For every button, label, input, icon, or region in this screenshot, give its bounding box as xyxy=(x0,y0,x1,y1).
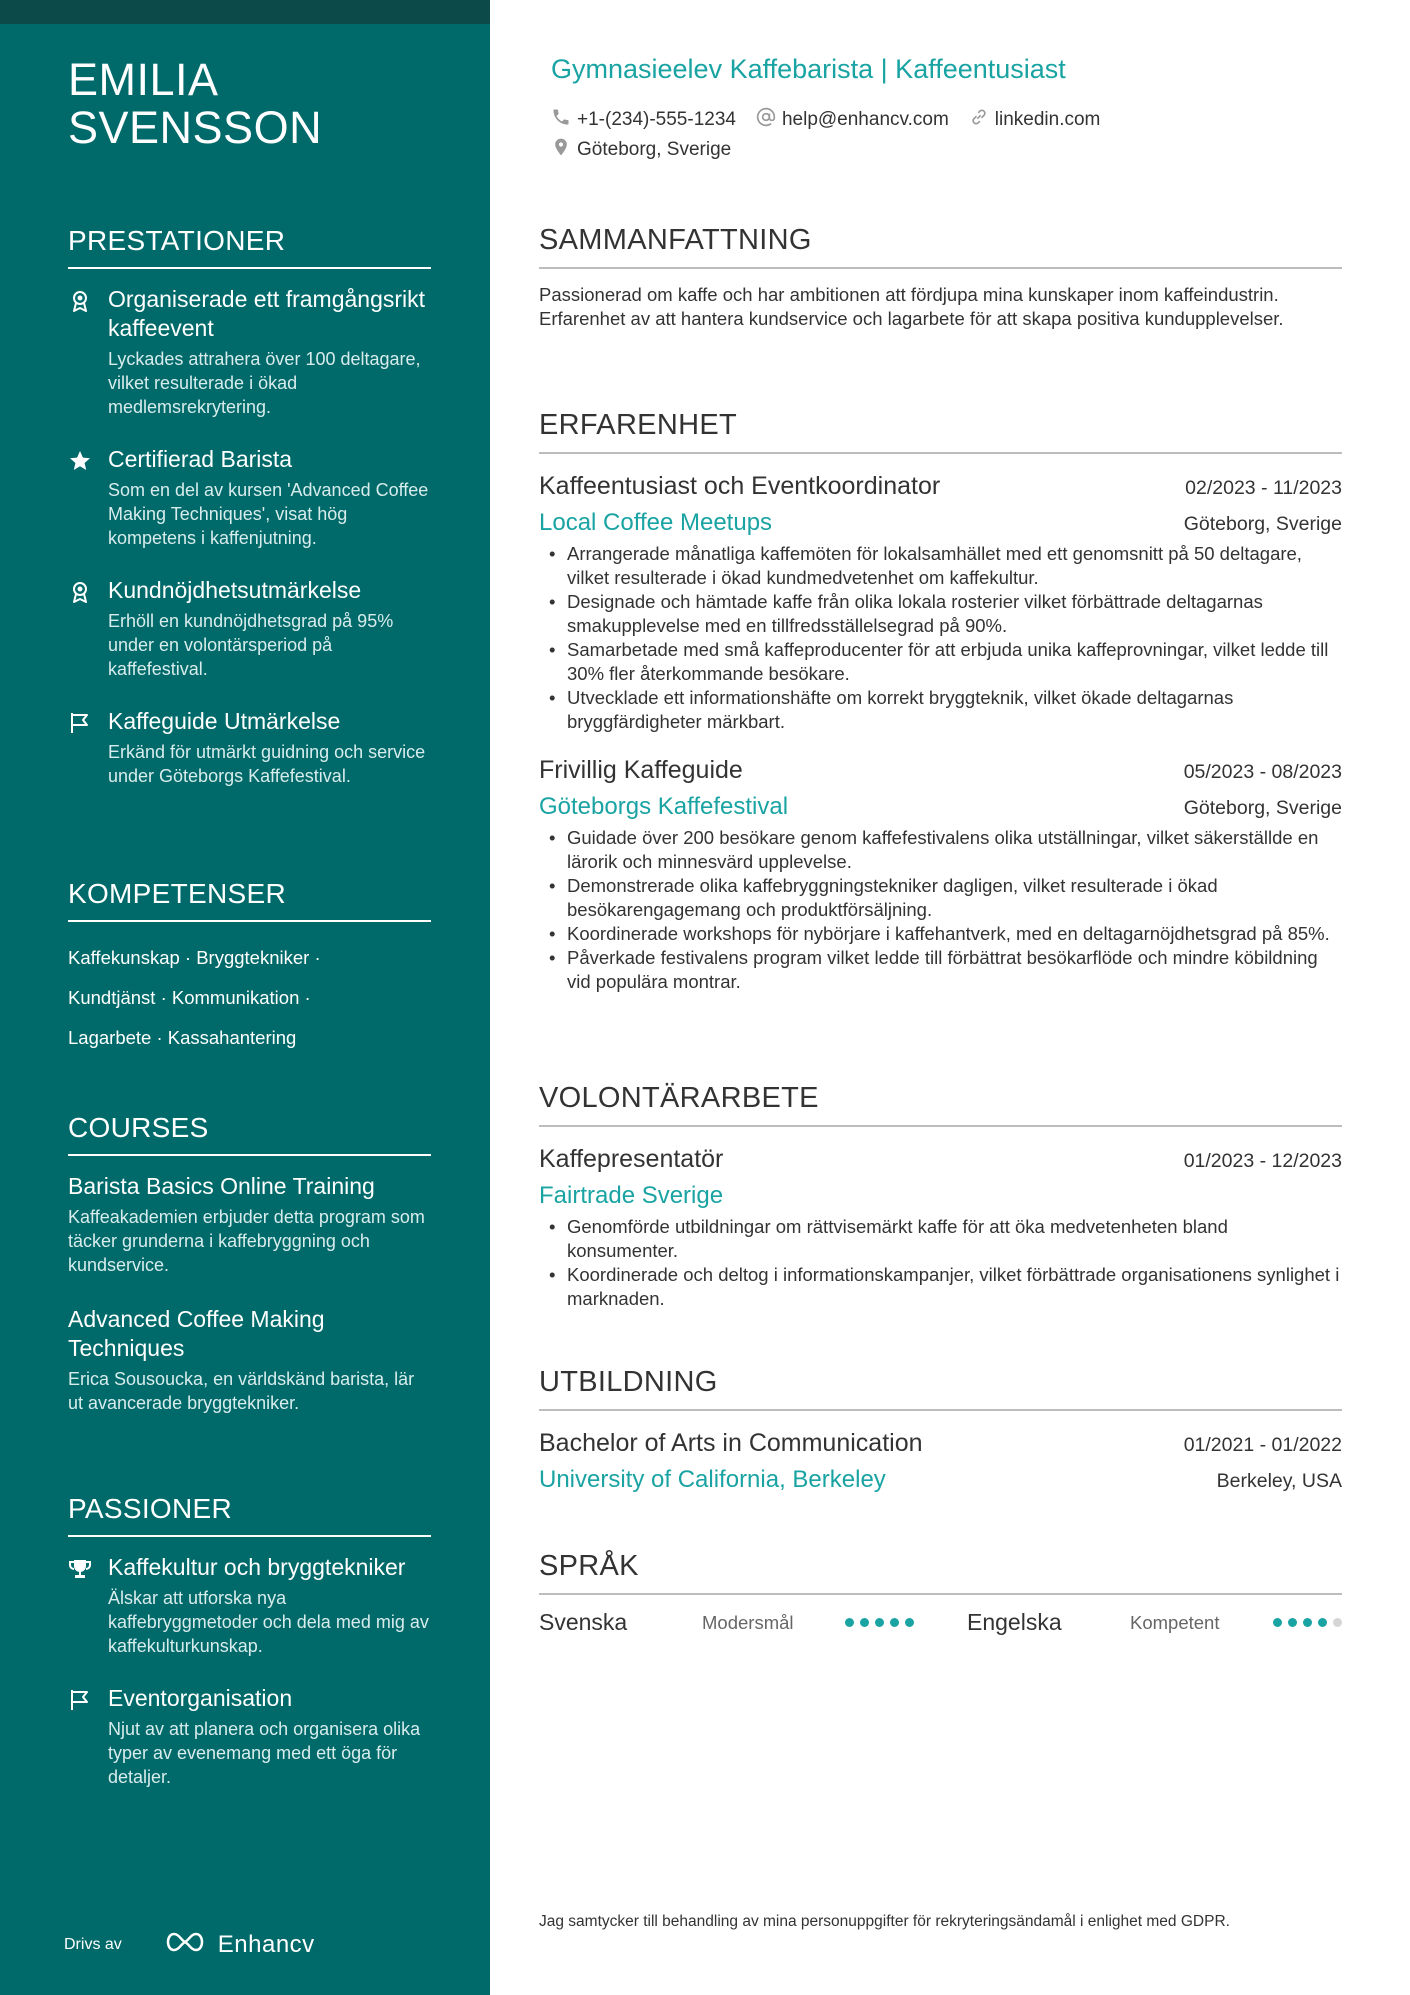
phone-text: +1-(234)-555-1234 xyxy=(577,109,736,130)
achievement-item xyxy=(68,707,431,788)
linkedin-contact[interactable] xyxy=(969,107,1101,133)
entry-location: Göteborg, Sverige xyxy=(1183,797,1342,819)
rating-dot-filled xyxy=(845,1618,854,1627)
star-icon xyxy=(68,445,108,550)
bullet-item: • Designade och hämtade kaffe från olika lokala rosterier vilket förbättrade deltagarnas smakupplevelse med en tillfredsställelsegrad på 90%. xyxy=(547,590,1342,638)
passion-desc: Älskar att utforska nya kaffebryggmetoder och dela med mig av kaffekulturkunskap. xyxy=(108,1588,429,1656)
achievement-desc: Som en del av kursen 'Advanced Coffee Making Techniques', visat hög kompetens i kaffenjutning. xyxy=(108,480,429,548)
skills-line: Lagarbete · Kassahantering xyxy=(68,1027,297,1048)
candidate-name xyxy=(68,56,322,152)
achievement-item xyxy=(68,445,431,550)
rating-dot-filled xyxy=(1273,1618,1282,1627)
passion-item xyxy=(68,1553,431,1658)
skills-line: Kundtjänst · Kommunikation · xyxy=(68,987,311,1008)
entry-bullets xyxy=(539,826,1342,994)
achievement-title: Kundnöjdhetsutmärkelse xyxy=(108,577,362,603)
rating-dot-filled xyxy=(1318,1618,1327,1627)
language-name: Svenska xyxy=(539,1609,628,1635)
experience-entry xyxy=(539,752,1342,994)
passion-title: Kaffekultur och bryggtekniker xyxy=(108,1554,406,1580)
passion-desc: Njut av att planera och organisera olika typer av evenemang med ett öga för detaljer. xyxy=(108,1719,421,1787)
languages-row xyxy=(539,1609,1342,1636)
achievements-section xyxy=(68,225,431,814)
experience-entry xyxy=(539,468,1342,734)
bullet-item: • Koordinerade och deltog i informationskampanjer, vilket förbättrade organisationens synlighet i marknaden. xyxy=(547,1263,1342,1311)
bullet-item: • Arrangerade månatliga kaffemöten för lokalsamhället med ett genomsnitt på 50 deltagare, vilket resulterade i ökad kundmedvetenhet om kaffekultur. xyxy=(547,542,1342,590)
bullet-item: • Genomförde utbildningar om rättvisemärkt kaffe för att öka medvetenheten bland konsumenter. xyxy=(547,1215,1342,1263)
experience-heading: ERFARENHET xyxy=(539,409,1342,454)
rating-dot-filled xyxy=(905,1618,914,1627)
skills-section xyxy=(68,878,431,1058)
rating-dot-filled xyxy=(1303,1618,1312,1627)
achievement-desc: Lyckades attrahera över 100 deltagare, vilket resulterade i ökad medlemsrekrytering. xyxy=(108,349,421,417)
languages-heading: SPRÅK xyxy=(539,1550,1342,1595)
award-icon xyxy=(68,576,108,681)
entry-dates: 01/2023 - 12/2023 xyxy=(1183,1150,1342,1172)
volunteer-section xyxy=(539,1082,1342,1329)
courses-section xyxy=(68,1112,431,1443)
rating-dot-filled xyxy=(875,1618,884,1627)
sidebar xyxy=(0,0,490,1995)
entry-title: Kaffepresentatör xyxy=(539,1145,724,1173)
at-icon xyxy=(756,107,782,133)
course-desc: Kaffeakademien erbjuder detta program som täcker grunderna i kaffebryggning och kundservice. xyxy=(68,1207,425,1275)
language-level: Kompetent xyxy=(1130,1611,1220,1633)
skills-line: Kaffekunskap · Bryggtekniker · xyxy=(68,947,321,968)
passion-item xyxy=(68,1684,431,1789)
achievement-item xyxy=(68,576,431,681)
entry-bullets xyxy=(539,542,1342,734)
bullet-item: • Guidade över 200 besökare genom kaffefestivalens olika utställningar, vilket säkerställde en lärorik och minnesvärd upplevelse. xyxy=(547,826,1342,874)
passions-section xyxy=(68,1493,431,1815)
location-text: Göteborg, Sverige xyxy=(577,139,732,160)
entry-dates: 01/2021 - 01/2022 xyxy=(1183,1434,1342,1456)
flag-icon xyxy=(68,1684,108,1789)
powered-by-label: Drivs av xyxy=(64,1935,122,1953)
achievement-item xyxy=(68,285,431,419)
rating-dot-filled xyxy=(860,1618,869,1627)
summary-text: Passionerad om kaffe och har ambitionen att fördjupa mina kunskaper inom kaffeindustrin. Erfarenhet av att hantera kundservice och lagarbete för att skapa positiva kundupplevelser. xyxy=(539,284,1284,329)
headline: Gymnasieelev Kaffebarista | Kaffeentusiast xyxy=(551,54,1066,84)
language-item xyxy=(967,1609,1342,1636)
achievement-title: Certifierad Barista xyxy=(108,446,293,472)
location-pin-icon xyxy=(551,137,577,163)
award-icon xyxy=(68,285,108,419)
rating-dot-empty xyxy=(1333,1618,1342,1627)
passions-heading: PASSIONER xyxy=(68,1493,431,1537)
summary-section xyxy=(539,224,1342,331)
course-item xyxy=(68,1172,431,1277)
education-entry xyxy=(539,1425,1342,1499)
course-title: Advanced Coffee Making Techniques xyxy=(68,1306,325,1361)
linkedin-text: linkedin.com xyxy=(994,109,1101,130)
bullet-item: • Koordinerade workshops för nybörjare i kaffehantverk, med en deltagarnöjdhetsgrad på 85%. xyxy=(547,922,1342,946)
contact-row-2 xyxy=(551,137,751,163)
volunteer-entry xyxy=(539,1141,1342,1311)
enhancv-logo-text[interactable]: Enhancv xyxy=(217,1930,315,1958)
degree-title: Bachelor of Arts in Communication xyxy=(539,1429,923,1457)
contact-row-1 xyxy=(551,107,1120,133)
achievement-title: Kaffeguide Utmärkelse xyxy=(108,708,341,734)
phone-icon xyxy=(551,107,577,133)
powered-by xyxy=(64,1930,315,1959)
sidebar-top-bar xyxy=(0,0,490,24)
enhancv-logo-icon[interactable] xyxy=(162,1930,208,1959)
achievement-desc: Erkänd för utmärkt guidning och service under Göteborgs Kaffefestival. xyxy=(108,742,426,786)
email-text: help@enhancv.com xyxy=(781,109,949,130)
language-rating xyxy=(1273,1618,1342,1627)
email-contact[interactable] xyxy=(756,107,949,133)
skills-heading: KOMPETENSER xyxy=(68,878,431,922)
summary-heading: SAMMANFATTNING xyxy=(539,224,1342,269)
languages-section xyxy=(539,1550,1342,1636)
entry-bullets xyxy=(539,1215,1342,1311)
bullet-item: • Samarbetade med små kaffeproducenter för att erbjuda unika kaffeprovningar, vilket ledde till 30% fler återkommande besökare. xyxy=(547,638,1342,686)
passion-title: Eventorganisation xyxy=(108,1685,293,1711)
achievement-desc: Erhöll en kundnöjdhetsgrad på 95% under en volontärsperiod på kaffefestival. xyxy=(108,611,394,679)
school-name: University of California, Berkeley xyxy=(539,1466,886,1493)
education-section xyxy=(539,1366,1342,1517)
link-icon xyxy=(969,107,995,133)
course-title: Barista Basics Online Training xyxy=(68,1173,375,1199)
education-heading: UTBILDNING xyxy=(539,1366,1342,1411)
phone-contact[interactable] xyxy=(551,107,736,133)
language-item xyxy=(539,1609,914,1636)
entry-dates: 02/2023 - 11/2023 xyxy=(1185,477,1342,499)
course-desc: Erica Sousoucka, en världskänd barista, lär ut avancerade bryggtekniker. xyxy=(68,1369,415,1413)
bullet-item: • Påverkade festivalens program vilket ledde till förbättrat besökarflöde och mindre köbildning vid populära montrar. xyxy=(547,946,1342,994)
bullet-item: • Utvecklade ett informationshäfte om korrekt bryggteknik, vilket ökade deltagarnas bryggfärdigheter märkbart. xyxy=(547,686,1342,734)
language-level: Modersmål xyxy=(702,1611,794,1633)
entry-location: Berkeley, USA xyxy=(1216,1470,1342,1492)
course-item xyxy=(68,1305,431,1415)
last-name: SVENSSON xyxy=(68,102,323,153)
entry-org: Fairtrade Sverige xyxy=(539,1182,724,1209)
language-rating xyxy=(845,1618,914,1627)
gdpr-consent: Jag samtycker till behandling av mina personuppgifter för rekryteringsändamål i enlighet med GDPR. xyxy=(539,1913,1230,1930)
achievement-title: Organiserade ett framgångsrikt kaffeevent xyxy=(108,286,426,341)
entry-title: Frivillig Kaffeguide xyxy=(539,756,743,784)
entry-location: Göteborg, Sverige xyxy=(1183,513,1342,535)
achievements-heading: PRESTATIONER xyxy=(68,225,431,269)
trophy-icon xyxy=(68,1553,108,1658)
rating-dot-filled xyxy=(890,1618,899,1627)
bullet-item: • Demonstrerade olika kaffebryggningstekniker dagligen, vilket resulterade i ökad besökarengagemang och produktförsäljning. xyxy=(547,874,1342,922)
courses-heading: COURSES xyxy=(68,1112,431,1156)
entry-dates: 05/2023 - 08/2023 xyxy=(1183,761,1342,783)
rating-dot-filled xyxy=(1288,1618,1297,1627)
location-contact xyxy=(551,137,731,163)
skills-list xyxy=(68,938,431,1058)
volunteer-heading: VOLONTÄRARBETE xyxy=(539,1082,1342,1127)
entry-title: Kaffeentusiast och Eventkoordinator xyxy=(539,472,941,500)
flag-icon xyxy=(68,707,108,788)
experience-section xyxy=(539,409,1342,1012)
entry-org: Göteborgs Kaffefestival xyxy=(539,793,789,820)
language-name: Engelska xyxy=(967,1609,1062,1635)
first-name: EMILIA xyxy=(68,54,219,105)
entry-org: Local Coffee Meetups xyxy=(539,509,773,536)
